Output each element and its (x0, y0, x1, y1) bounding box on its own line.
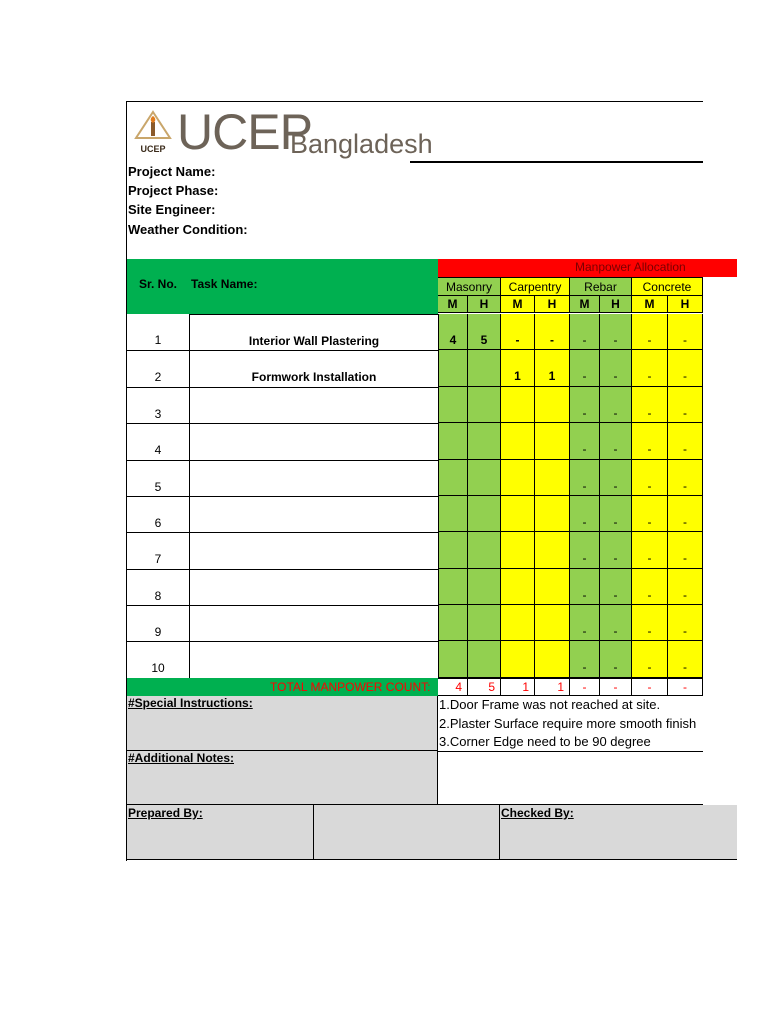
allocation-cell[interactable]: - (668, 314, 703, 350)
allocation-cell[interactable] (438, 532, 468, 569)
allocation-cell[interactable]: - (600, 350, 632, 387)
allocation-cell[interactable]: - (570, 460, 600, 496)
allocation-cell[interactable]: - (535, 314, 570, 350)
allocation-cell[interactable]: - (570, 532, 600, 569)
prepared-by-sign-box[interactable] (314, 805, 500, 860)
allocation-cell[interactable]: - (600, 532, 632, 569)
allocation-cell[interactable] (468, 605, 501, 641)
allocation-cell[interactable] (468, 460, 501, 496)
allocation-cell[interactable] (468, 569, 501, 605)
allocation-cell[interactable]: - (570, 641, 600, 678)
additional-notes-field[interactable] (438, 751, 703, 805)
allocation-cell[interactable]: - (570, 314, 600, 350)
allocation-cell[interactable] (438, 460, 468, 496)
allocation-cell[interactable] (535, 496, 570, 532)
sr-no-cell: 9 (127, 605, 189, 641)
additional-notes-label: #Additional Notes: (128, 751, 235, 765)
checked-by-label: Checked By: (501, 806, 574, 820)
allocation-cell[interactable]: 1 (535, 350, 570, 387)
total-value-cell: - (570, 678, 600, 696)
allocation-cell[interactable]: - (632, 496, 668, 532)
special-instructions-label: #Special Instructions: (128, 696, 253, 710)
allocation-cell[interactable] (501, 460, 535, 496)
sr-no-header: Sr. No. (138, 277, 177, 291)
sr-no-cell: 5 (127, 460, 189, 496)
allocation-cell[interactable] (438, 496, 468, 532)
task-name-cell[interactable] (189, 423, 438, 460)
allocation-cell[interactable]: - (600, 605, 632, 641)
allocation-cell[interactable] (501, 605, 535, 641)
allocation-cell[interactable] (535, 387, 570, 423)
weather-condition-label: Weather Condition: (128, 222, 248, 237)
allocation-cell[interactable] (468, 423, 501, 460)
allocation-cell[interactable] (501, 496, 535, 532)
allocation-cell[interactable]: - (570, 569, 600, 605)
allocation-cell[interactable]: - (632, 387, 668, 423)
allocation-cell[interactable]: - (632, 314, 668, 350)
allocation-cell[interactable] (501, 569, 535, 605)
total-value-cell: - (632, 678, 668, 696)
brand-name-sub: Bangladesh (290, 129, 433, 159)
allocation-cell[interactable]: - (600, 387, 632, 423)
task-name-cell[interactable] (189, 532, 438, 569)
allocation-cell[interactable] (501, 641, 535, 678)
special-instruction-1: 1.Door Frame was not reached at site. (439, 697, 661, 712)
allocation-cell[interactable]: - (570, 423, 600, 460)
sr-no-cell: 3 (127, 387, 189, 423)
trade-header: Concrete (632, 277, 703, 295)
total-value-cell: 1 (535, 678, 570, 696)
trade-header: Rebar (570, 277, 632, 295)
sr-no-cell: 7 (127, 532, 189, 569)
allocation-cell[interactable]: - (668, 423, 703, 460)
allocation-cell[interactable] (438, 387, 468, 423)
allocation-cell[interactable] (535, 605, 570, 641)
sr-no-cell: 8 (127, 569, 189, 605)
allocation-cell[interactable]: - (632, 423, 668, 460)
allocation-cell[interactable] (438, 423, 468, 460)
allocation-cell[interactable]: - (632, 605, 668, 641)
sub-header: H (468, 295, 501, 313)
allocation-cell[interactable]: - (668, 605, 703, 641)
allocation-cell[interactable]: - (668, 641, 703, 678)
allocation-cell[interactable]: - (668, 496, 703, 532)
brand-name-main: UCEP (177, 104, 312, 160)
allocation-cell[interactable]: - (570, 605, 600, 641)
special-instruction-2: 2.Plaster Surface require more smooth finish (439, 716, 697, 731)
allocation-cell[interactable]: - (600, 314, 632, 350)
total-value-cell: 1 (501, 678, 535, 696)
allocation-cell[interactable]: - (570, 350, 600, 387)
allocation-cell[interactable]: - (632, 569, 668, 605)
header-divider-line (189, 259, 190, 314)
allocation-cell[interactable]: - (570, 496, 600, 532)
allocation-cell[interactable]: - (668, 460, 703, 496)
allocation-cell[interactable] (535, 569, 570, 605)
allocation-cell[interactable] (468, 532, 501, 569)
project-phase-label: Project Phase: (128, 183, 219, 198)
allocation-cell[interactable]: - (501, 314, 535, 350)
allocation-cell[interactable] (535, 641, 570, 678)
task-name-cell[interactable] (189, 605, 438, 641)
special-instruction-3: 3.Corner Edge need to be 90 degree (439, 734, 651, 749)
frame-top-line (126, 101, 703, 102)
sub-header: M (438, 295, 468, 313)
task-name-cell[interactable]: Formwork Installation (189, 350, 438, 387)
allocation-cell[interactable]: 4 (438, 314, 468, 350)
allocation-cell[interactable]: - (632, 350, 668, 387)
task-name-cell[interactable]: Interior Wall Plastering (189, 314, 438, 350)
total-value-cell: 5 (468, 678, 501, 696)
task-name-cell[interactable] (189, 569, 438, 605)
allocation-cell[interactable]: - (570, 387, 600, 423)
allocation-cell[interactable]: - (600, 423, 632, 460)
sub-header: H (535, 295, 570, 313)
sub-header: H (668, 295, 703, 313)
allocation-cell[interactable] (535, 532, 570, 569)
sr-no-cell: 4 (127, 423, 189, 460)
allocation-cell[interactable] (501, 387, 535, 423)
prepared-by-label: Prepared By: (128, 806, 203, 820)
sr-no-cell: 2 (127, 350, 189, 387)
task-name-cell[interactable] (189, 496, 438, 532)
allocation-cell[interactable]: 1 (501, 350, 535, 387)
allocation-cell[interactable] (438, 605, 468, 641)
allocation-cell[interactable] (468, 350, 501, 387)
allocation-cell[interactable] (468, 387, 501, 423)
sub-header: M (501, 295, 535, 313)
allocation-cell[interactable]: - (632, 532, 668, 569)
allocation-cell[interactable] (438, 569, 468, 605)
allocation-cell[interactable] (468, 496, 501, 532)
sr-no-cell: 10 (127, 641, 189, 678)
logo-text: UCEP (140, 144, 166, 154)
allocation-cell[interactable]: - (600, 641, 632, 678)
allocation-cell[interactable]: - (632, 460, 668, 496)
allocation-cell[interactable] (438, 641, 468, 678)
total-value-cell: - (600, 678, 632, 696)
ucep-logo (133, 110, 173, 158)
allocation-cell[interactable]: - (600, 460, 632, 496)
allocation-cell[interactable]: - (668, 532, 703, 569)
task-name-cell[interactable] (189, 460, 438, 496)
allocation-cell[interactable]: - (600, 496, 632, 532)
site-engineer-label: Site Engineer: (128, 202, 216, 217)
sr-no-cell: 6 (127, 496, 189, 532)
project-name-label: Project Name: (128, 164, 216, 179)
task-name-cell[interactable] (189, 641, 438, 678)
sub-header: H (600, 295, 632, 313)
manpower-allocation-label: Manpower Allocation (575, 260, 686, 274)
allocation-cell[interactable]: - (668, 387, 703, 423)
allocation-cell[interactable] (535, 460, 570, 496)
allocation-cell[interactable]: - (600, 569, 632, 605)
allocation-cell[interactable]: - (668, 350, 703, 387)
allocation-cell[interactable]: 5 (468, 314, 501, 350)
total-value-cell: 4 (438, 678, 468, 696)
allocation-cell[interactable]: - (668, 569, 703, 605)
total-value-cell: - (668, 678, 703, 696)
total-manpower-label: TOTAL MANPOWER COUNT: (270, 680, 431, 694)
sub-header: M (632, 295, 668, 313)
task-name-cell[interactable] (189, 387, 438, 423)
sub-header: M (570, 295, 600, 313)
allocation-cell[interactable] (501, 423, 535, 460)
sr-no-cell: 1 (154, 333, 162, 347)
allocation-cell[interactable] (468, 641, 501, 678)
allocation-cell[interactable]: - (632, 641, 668, 678)
task-name-header: Task Name: (191, 277, 258, 291)
header-rule (410, 161, 703, 163)
allocation-cell[interactable] (535, 423, 570, 460)
allocation-cell[interactable] (501, 532, 535, 569)
trade-header: Carpentry (501, 277, 570, 295)
allocation-cell[interactable] (438, 350, 468, 387)
trade-header: Masonry (438, 277, 501, 295)
